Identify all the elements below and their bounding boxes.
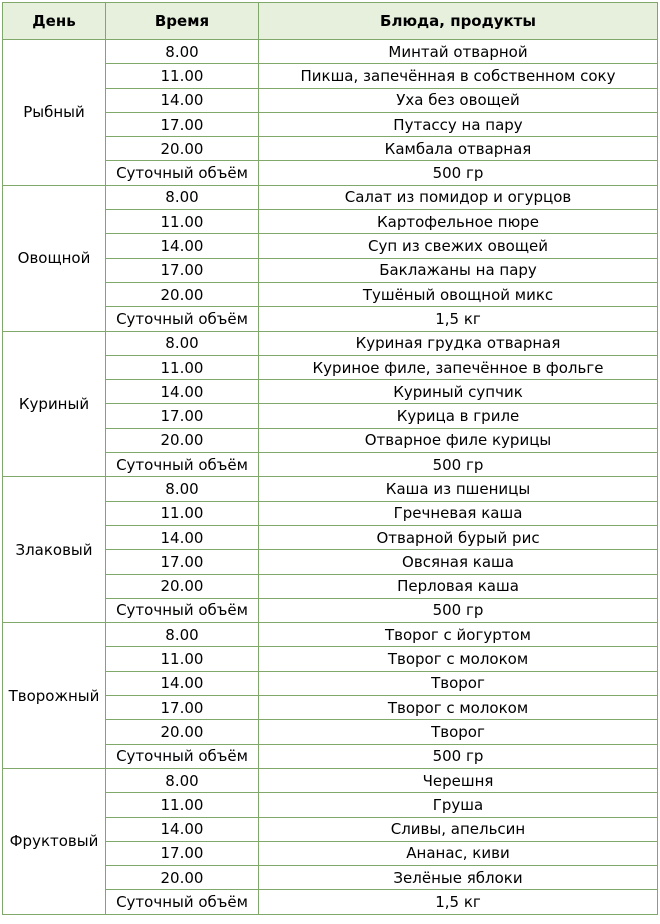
table-row — [3, 477, 658, 501]
dish-cell: 500 гр — [259, 598, 658, 622]
header-day: День — [3, 3, 106, 40]
time-cell: 8.00 — [106, 477, 259, 501]
time-cell: 20.00 — [106, 137, 259, 161]
dish-cell: 500 гр — [259, 453, 658, 477]
dish-cell: Минтай отварной — [259, 40, 658, 64]
table-row — [3, 185, 658, 209]
time-cell: 20.00 — [106, 282, 259, 306]
day-cell: Фруктовый — [3, 768, 106, 914]
dish-cell: 500 гр — [259, 744, 658, 768]
table-row — [3, 768, 658, 792]
dish-cell: Каша из пшеницы — [259, 477, 658, 501]
header-row — [3, 3, 658, 40]
dish-cell: Отварной бурый рис — [259, 525, 658, 549]
dish-cell: Камбала отварная — [259, 137, 658, 161]
time-cell: 8.00 — [106, 331, 259, 355]
time-cell: 11.00 — [106, 355, 259, 379]
time-cell: 17.00 — [106, 550, 259, 574]
time-cell: 20.00 — [106, 574, 259, 598]
dish-cell: Груша — [259, 793, 658, 817]
table-body — [3, 40, 658, 915]
dish-cell: Отварное филе курицы — [259, 428, 658, 452]
time-cell: 11.00 — [106, 210, 259, 234]
dish-cell: Творог — [259, 720, 658, 744]
time-cell: 20.00 — [106, 866, 259, 890]
time-cell: Суточный объём — [106, 453, 259, 477]
dish-cell: 500 гр — [259, 161, 658, 185]
day-cell: Творожный — [3, 623, 106, 769]
diet-table — [2, 2, 658, 915]
time-cell: 8.00 — [106, 623, 259, 647]
day-cell: Куриный — [3, 331, 106, 477]
dish-cell: Ананас, киви — [259, 841, 658, 865]
table-row — [3, 623, 658, 647]
dish-cell: Гречневая каша — [259, 501, 658, 525]
time-cell: 20.00 — [106, 428, 259, 452]
header-dishes: Блюда, продукты — [259, 3, 658, 40]
time-cell: 11.00 — [106, 64, 259, 88]
time-cell: 8.00 — [106, 40, 259, 64]
time-cell: 17.00 — [106, 112, 259, 136]
day-cell: Рыбный — [3, 40, 106, 186]
dish-cell: Зелёные яблоки — [259, 866, 658, 890]
time-cell: 17.00 — [106, 696, 259, 720]
time-cell: 14.00 — [106, 817, 259, 841]
time-cell: Суточный объём — [106, 161, 259, 185]
time-cell: Суточный объём — [106, 598, 259, 622]
table-row — [3, 40, 658, 64]
dish-cell: Перловая каша — [259, 574, 658, 598]
time-cell: 20.00 — [106, 720, 259, 744]
time-cell: 14.00 — [106, 525, 259, 549]
time-cell: 11.00 — [106, 501, 259, 525]
dish-cell: Сливы, апельсин — [259, 817, 658, 841]
header-time: Время — [106, 3, 259, 40]
dish-cell: Черешня — [259, 768, 658, 792]
dish-cell: Уха без овощей — [259, 88, 658, 112]
dish-cell: 1,5 кг — [259, 890, 658, 914]
day-cell: Злаковый — [3, 477, 106, 623]
dish-cell: Творог с молоком — [259, 647, 658, 671]
time-cell: Суточный объём — [106, 744, 259, 768]
dish-cell: 1,5 кг — [259, 307, 658, 331]
time-cell: 14.00 — [106, 234, 259, 258]
dish-cell: Картофельное пюре — [259, 210, 658, 234]
time-cell: 8.00 — [106, 185, 259, 209]
time-cell: 14.00 — [106, 671, 259, 695]
dish-cell: Пикша, запечённая в собственном соку — [259, 64, 658, 88]
dish-cell: Творог — [259, 671, 658, 695]
dish-cell: Тушёный овощной микс — [259, 282, 658, 306]
dish-cell: Путассу на пару — [259, 112, 658, 136]
time-cell: 14.00 — [106, 380, 259, 404]
dish-cell: Творог с молоком — [259, 696, 658, 720]
time-cell: 17.00 — [106, 404, 259, 428]
time-cell: 14.00 — [106, 88, 259, 112]
day-cell: Овощной — [3, 185, 106, 331]
dish-cell: Куриный супчик — [259, 380, 658, 404]
dish-cell: Баклажаны на пару — [259, 258, 658, 282]
dish-cell: Творог с йогуртом — [259, 623, 658, 647]
dish-cell: Куриная грудка отварная — [259, 331, 658, 355]
time-cell: 11.00 — [106, 793, 259, 817]
dish-cell: Курица в гриле — [259, 404, 658, 428]
time-cell: Суточный объём — [106, 890, 259, 914]
time-cell: 11.00 — [106, 647, 259, 671]
table-row — [3, 331, 658, 355]
dish-cell: Куриное филе, запечённое в фольге — [259, 355, 658, 379]
time-cell: 17.00 — [106, 258, 259, 282]
dish-cell: Овсяная каша — [259, 550, 658, 574]
time-cell: Суточный объём — [106, 307, 259, 331]
time-cell: 17.00 — [106, 841, 259, 865]
time-cell: 8.00 — [106, 768, 259, 792]
dish-cell: Салат из помидор и огурцов — [259, 185, 658, 209]
dish-cell: Суп из свежих овощей — [259, 234, 658, 258]
